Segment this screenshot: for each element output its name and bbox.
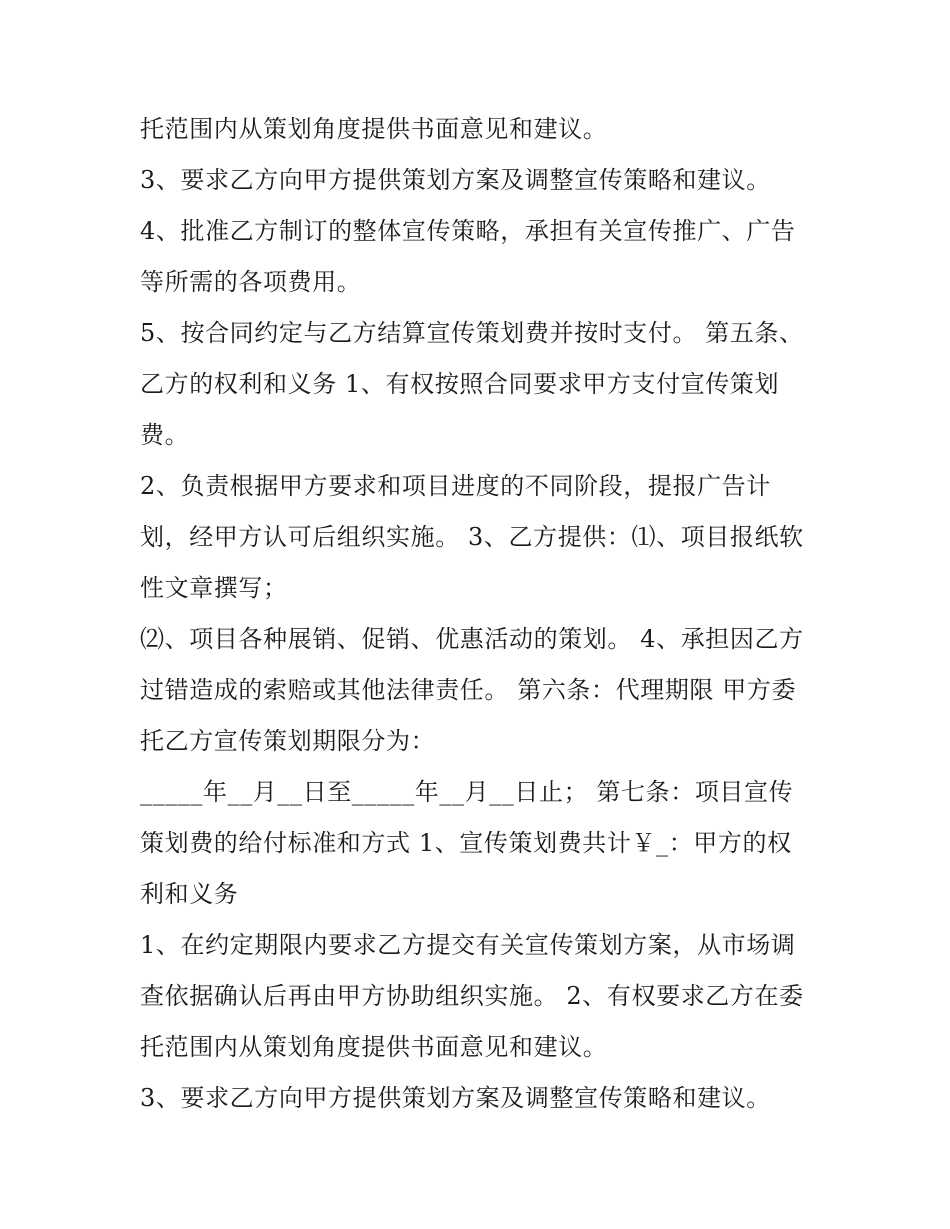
text-line: 性文章撰写； — [140, 574, 288, 602]
text-line: 查依据确认后再由甲方协助组织实施。 2、有权要求乙方在委 — [140, 982, 804, 1010]
text-line: _____年__月__日至_____年__月__日止； 第七条：项目宣传 — [140, 778, 794, 806]
text-line: 5、按合同约定与乙方结算宣传策划费并按时支付。 第五条、 — [140, 319, 804, 347]
text-line: 托乙方宣传策划期限分为： — [140, 727, 436, 755]
text-line: 3、要求乙方向甲方提供策划方案及调整宣传策略和建议。 — [140, 166, 771, 194]
text-line: 3、要求乙方向甲方提供策划方案及调整宣传策略和建议。 — [140, 1084, 771, 1112]
text-line: 等所需的各项费用。 — [140, 268, 362, 296]
text-line: 1、在约定期限内要求乙方提交有关宣传策划方案，从市场调 — [140, 931, 796, 959]
text-line: 托范围内从策划角度提供书面意见和建议。 — [140, 1033, 608, 1061]
text-line: 4、批准乙方制订的整体宣传策略，承担有关宣传推广、广告 — [140, 217, 796, 245]
text-line: 乙方的权利和义务 1、有权按照合同要求甲方支付宣传策划 — [140, 370, 780, 398]
text-line: 过错造成的索赔或其他法律责任。 第六条：代理期限 甲方委 — [140, 676, 797, 704]
text-line: 费。 — [140, 421, 190, 449]
text-line: 策划费的给付标准和方式 1、宣传策划费共计￥_：甲方的权 — [140, 829, 792, 857]
text-line: 划，经甲方认可后组织实施。 3、乙方提供：⑴、项目报纸软 — [140, 523, 804, 551]
text-line: 托范围内从策划角度提供书面意见和建议。 — [140, 115, 608, 143]
document-body — [140, 108, 820, 1128]
text-line: 2、负责根据甲方要求和项目进度的不同阶段，提报广告计 — [140, 472, 771, 500]
text-line: ⑵、项目各种展销、促销、优惠活动的策划。 4、承担因乙方 — [140, 625, 804, 653]
text-line: 利和义务 — [140, 880, 239, 908]
